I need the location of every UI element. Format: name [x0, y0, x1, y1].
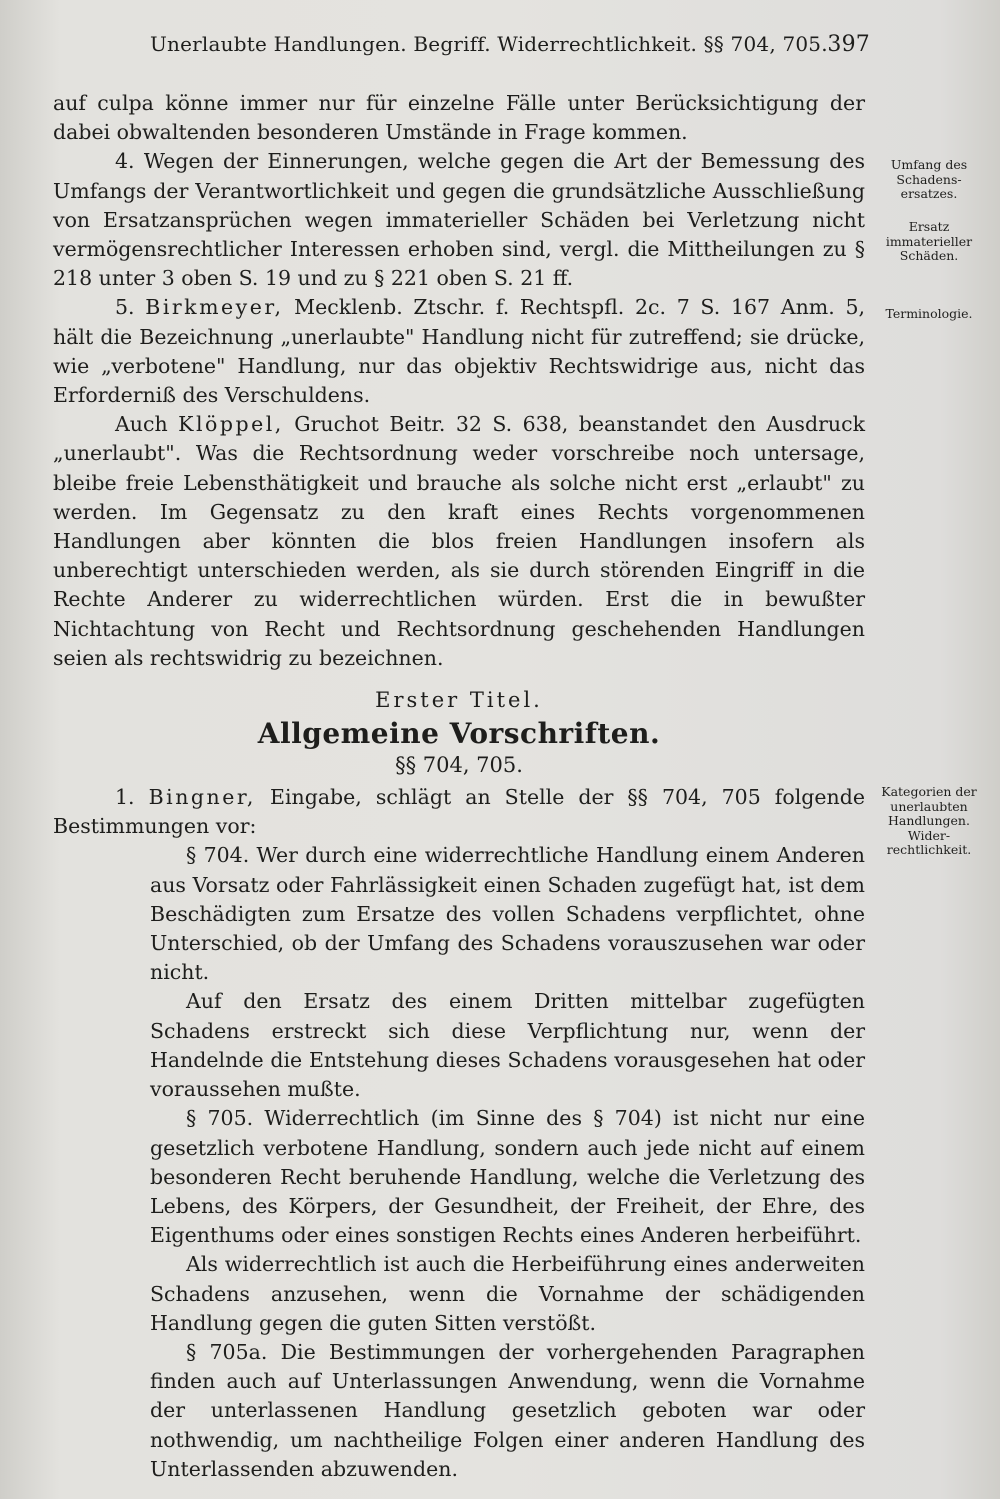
paragraph-kloeppel [53, 410, 865, 673]
author-bingner: Bingner, [148, 785, 256, 810]
proposed-section-705a: § 705a. Die Bestimmungen der vorhergehenden Paragraphen finden auch auf Unterlassungen Anwendung, wenn die Vornahme der unterlassenen Handlung gesetzlich geboten war oder nothwendig, um nachtheilige Folgen einer anderen Handlung des Unterlassenden abzuwenden. [150, 1339, 865, 1481]
margin-note-terminologie: Terminologie. [885, 306, 973, 321]
margin-note-kategorien: Kategorien der unerlaubten Handlungen. Wider-rechtlichkeit. [881, 784, 977, 857]
margin-note-ersatz: Ersatz immaterieller Schäden. [885, 219, 973, 263]
paragraph-kloeppel-pre: Auch [115, 412, 179, 437]
author-birkmeyer: Birkmeyer, [145, 295, 284, 320]
proposed-section-704: § 704. Wer durch eine widerrechtliche Handlung einem Anderen aus Vorsatz oder Fahrlässigkeit einen Schaden zugefügt hat, ist dem Beschädigten zum Ersatze des vollen Schadens verpflichtet, ohne Unterschied, ob der Umfang des Schadens vorauszusehen war oder nicht. [150, 843, 865, 985]
paragraph-culpa: auf culpa könne immer nur für einzelne Fälle unter Berücksichtigung der dabei obwaltenden besonderen Umstände in Frage kommen. [53, 91, 865, 145]
page-number: 397 [827, 32, 870, 57]
paragraph-bingner-text: Eingabe, schlägt an Stelle der §§ 704, 705 folgende Bestimmungen vor: [53, 785, 865, 839]
section-title-main: Allgemeine Vorschriften. [257, 717, 661, 751]
paragraph-bingner-number: 1. [115, 785, 149, 810]
paragraph-5 [53, 293, 865, 410]
paragraph-5-number: 5. [115, 295, 146, 320]
proposed-section-705: § 705. Widerrechtlich (im Sinne des § 704) ist nicht nur eine gesetzlich verbotene Handlung, sondern auch jede nicht auf einem besonderen Recht beruhende Handlung, welche die Verletzung des Lebens, des Körpers, der Gesundheit, der Freiheit, der Ehre, des Eigenthums oder eines sonstigen Rechts eines Anderen herbeiführt. [150, 1106, 865, 1248]
paragraph-4: 4. Wegen der Einnerungen, welche gegen die Art der Bemessung des Umfangs der Verantwortlichkeit und gegen die grundsätzliche Ausschließung von Ersatzansprüchen wegen immaterieller Schäden bei Verletzung nicht vermögensrechtlicher Interessen erhoben sind, vergl. die Mittheilungen zu § 218 unter 3 oben S. 19 und zu § 221 oben S. 21 ff. [53, 149, 865, 291]
proposed-section-705-second: Als widerrechtlich ist auch die Herbeiführung eines anderweiten Schadens anzusehen, wenn die Vornahme der schädigenden Handlung gegen die guten Sitten verstößt. [150, 1252, 865, 1335]
section-title-small: Erster Titel. [375, 688, 543, 713]
main-text [53, 89, 865, 1484]
author-kloeppel: Klöppel, [178, 412, 284, 437]
running-title: Unerlaubte Handlungen. Begriff. Widerrechtlichkeit. §§ 704, 705. [150, 32, 828, 56]
proposed-section-704-second: Auf den Ersatz des einem Dritten mittelbar zugefügten Schadens erstreckt sich diese Verpflichtung nur, wenn der Handelnde die Entstehung dieses Schadens vorausgesehen hat oder voraussehen mußte. [150, 989, 865, 1102]
paragraph-5-text: Mecklenb. Ztschr. f. Rechtspfl. 2c. 7 S. 167 Anm. 5, hält die Bezeichnung „unerlaubte" Handlung nicht für zutreffend; sie drücke, wie „verbotene" Handlung, nur das objektiv Rechtswidrige aus, nicht das Erforderniß des Verschuldens. [53, 295, 865, 408]
paragraph-kloeppel-text: Gruchot Beitr. 32 S. 638, beanstandet den Ausdruck „unerlaubt". Was die Rechtsordnung weder vorschreibe noch untersage, bleibe freie Lebensthätigkeit und brauche als solche nicht erst „erlaubt" zu werden. Im Gegensatz zu den kraft eines Rechts vorgenommenen Handlungen aber könnten die blos freien Handlungen insofern als unberechtigt unterschieden werden, als sie durch störenden Eingriff in die Rechte Anderer zu widerrechtlichen würden. Erst die in bewußter Nichtachtung von Recht und Rechtsordnung geschehenden Handlungen seien als rechtswidrig zu bezeichnen. [53, 412, 865, 670]
paragraph-bingner [53, 783, 865, 841]
running-header [150, 32, 870, 62]
section-paragraphs: §§ 704, 705. [395, 753, 523, 778]
margin-note-umfang: Umfang des Schadens-ersatzes. [890, 157, 968, 201]
